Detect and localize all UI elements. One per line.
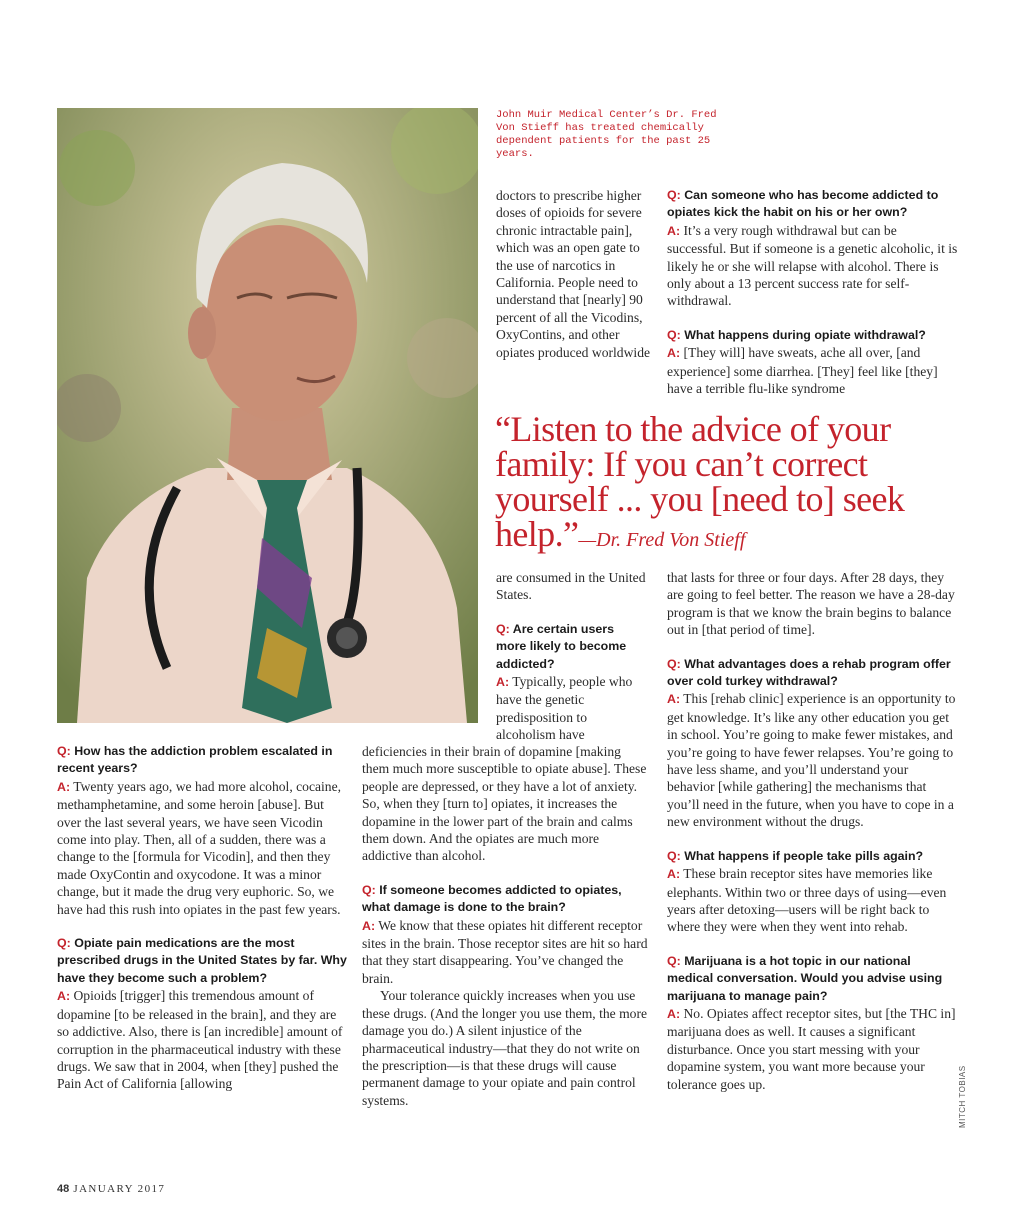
- answer-text: Twenty years ago, we had more alcohol, cocaine, methamphetamine, and some heroin [abuse]. But over the last several years, we have seen Vicodin come into play. Then, all of a sudden, there was a change to the [formula for Vicodin], and then they made OxyContin and oxycodone. It was a minor change, but it made the drug very euphoric. So, we have had this rush into opiates in the past few years.: [57, 778, 342, 917]
- issue-date: JANUARY 2017: [73, 1183, 166, 1195]
- q-marker: Q:: [57, 744, 71, 758]
- page-number: 48: [57, 1183, 70, 1195]
- answer-1: [57, 778, 347, 918]
- photo-caption: John Muir Medical Center’s Dr. Fred Von Stieff has treated chemically dependent patients for the past 25 years.: [496, 109, 717, 160]
- q-marker: Q:: [667, 848, 681, 863]
- question-text: Marijuana is a hot topic in our national medical conversation. Would you advise using marijuana to manage pain?: [667, 953, 943, 1003]
- a-marker: A:: [667, 867, 681, 882]
- page-footer: [57, 1183, 165, 1195]
- column-b-top: [496, 187, 651, 361]
- question-1: [57, 743, 347, 778]
- body-text: are consumed in the United States.: [496, 570, 646, 603]
- answer-5: [667, 222, 959, 310]
- answer-text: These brain receptor sites have memories like elephants. Within two or three days of using—even years after detoxing—users will be right back to where they were when they went into rehab.: [667, 866, 947, 935]
- answer-4-continued: Your tolerance quickly increases when you use these drugs. (And the longer you use them, the more damage you do.) A silent injustice of the pharmaceutical industry—that they do not write on the prescription—is that these drugs will cause permanent damage to your opiate and pain control systems.: [362, 988, 648, 1108]
- answer-text: [They will] have sweats, ache all over, [and experience] some diarrhea. [They] feel like [they] have a terrible flu-like syndrome: [667, 345, 938, 397]
- column-c-top: [667, 187, 959, 397]
- column-a: [57, 743, 347, 1093]
- answer-7: [667, 690, 959, 830]
- answer-4: [362, 917, 650, 988]
- pull-quote-attribution: —Dr. Fred Von Stieff: [578, 529, 746, 551]
- a-marker: A:: [667, 1006, 681, 1021]
- answer-3: [496, 673, 646, 744]
- question-text: Can someone who has become addicted to opiates kick the habit on his or her own?: [667, 188, 939, 220]
- question-text: Opiate pain medications are the most prescribed drugs in the United States by far. Why have they become such a problem?: [57, 936, 347, 985]
- column-b-mid: [496, 569, 646, 744]
- q-marker: Q:: [667, 953, 681, 968]
- q-marker: Q:: [362, 882, 376, 897]
- question-text: Are certain users more likely to become addicted?: [496, 621, 627, 671]
- pull-quote: [495, 409, 965, 558]
- a-marker: A:: [667, 223, 681, 238]
- a-marker: A:: [362, 918, 376, 933]
- question-text: If someone becomes addicted to opiates, what damage is done to the brain?: [362, 882, 622, 915]
- a-marker: A:: [496, 675, 510, 690]
- question-7: [667, 656, 959, 691]
- answer-8: [667, 865, 959, 936]
- answer-text: We know that these opiates hit different receptor sites in the brain. Those receptor sites are hit so hard that they start disappearing. You’ve changed the brain.: [362, 917, 648, 986]
- doctor-illustration: [57, 108, 478, 723]
- column-c-bottom: [667, 569, 959, 1093]
- column-b-bottom: [362, 743, 650, 1109]
- answer-2: [57, 987, 347, 1092]
- a-marker: A:: [667, 346, 681, 361]
- answer-text: No. Opiates affect receptor sites, but [the THC in] marijuana does as well. It causes a significant disturbance. Once you start messing with your dopamine system, you want more because your tolerance goes up.: [667, 1005, 956, 1092]
- pull-quote-text: “Listen to the advice of your family: If you can’t correct yourself ... you [need to] seek help.”: [495, 409, 905, 554]
- question-text: What advantages does a rehab program offer over cold turkey withdrawal?: [667, 656, 951, 689]
- question-3: [496, 621, 646, 673]
- q-marker: Q:: [496, 621, 510, 636]
- question-8: [667, 848, 959, 865]
- body-text: deficiencies in their brain of dopamine [making them much more susceptible to opiate abuse]. These people are depressed, or they have a lot of anxiety. So, when they [turn to] opiates, it increases the dopamine in the lower part of the brain and calms them down. And the opiates are much more addictive than alcohol.: [362, 744, 647, 864]
- body-text: doctors to prescribe higher doses of opioids for severe chronic intractable pain], which was an open gate to the use of narcotics in California. People need to understand that [nearly] 90 percent of all the Vicodins, OxyContins, and other opiates produced worldwide: [496, 188, 651, 360]
- question-5: [667, 187, 959, 222]
- photo-credit: MITCH TOBIAS: [958, 1065, 967, 1128]
- answer-9: [667, 1005, 959, 1093]
- question-text: What happens during opiate withdrawal?: [684, 327, 926, 342]
- question-9: [667, 953, 959, 1005]
- a-marker: A:: [667, 692, 681, 707]
- q-marker: Q:: [57, 936, 71, 951]
- a-marker: A:: [57, 779, 71, 794]
- answer-text: It’s a very rough withdrawal but can be successful. But if someone is a genetic alcoholic, it is likely he or she will relapse with alcohol. There is only about a 13 percent success rate for self-withdrawal.: [667, 222, 958, 309]
- a-marker: A:: [57, 989, 71, 1004]
- answer-6: [667, 344, 959, 397]
- question-text: What happens if people take pills again?: [684, 848, 924, 863]
- q-marker: Q:: [667, 656, 681, 671]
- q-marker: Q:: [667, 188, 681, 202]
- answer-text: Opioids [trigger] this tremendous amount of dopamine [to be released in the brain], and they are so addictive. Also, there is [an incredible] amount of corruption in the pharmaceutical industry with these drugs. We saw that in 2004, when [they] pushed the Pain Act of California [allowing: [57, 988, 343, 1092]
- question-text: How has the addiction problem escalated in recent years?: [57, 744, 333, 776]
- question-6: [667, 327, 959, 344]
- answer-text: This [rehab clinic] experience is an opportunity to get knowledge. It’s like any other education you get in school. You’re going to make fewer mistakes, and you’re going to have fewer relapses. You’re going to have less shame, and you’ll understand your behavior [while gathering] the mechanisms that you’ll need in the future, when you have to cope in a new environment without the drugs.: [667, 691, 956, 830]
- doctor-photo: [57, 108, 478, 723]
- q-marker: Q:: [667, 327, 681, 342]
- question-2: [57, 935, 347, 987]
- body-text: that lasts for three or four days. After 28 days, they are going to feel better. The reason we have a 28-day program is that we know the brain begins to balance out in [that period of time].: [667, 570, 955, 638]
- question-4: [362, 882, 650, 917]
- answer-text: Typically, people who have the genetic predisposition to alcoholism have: [496, 674, 633, 743]
